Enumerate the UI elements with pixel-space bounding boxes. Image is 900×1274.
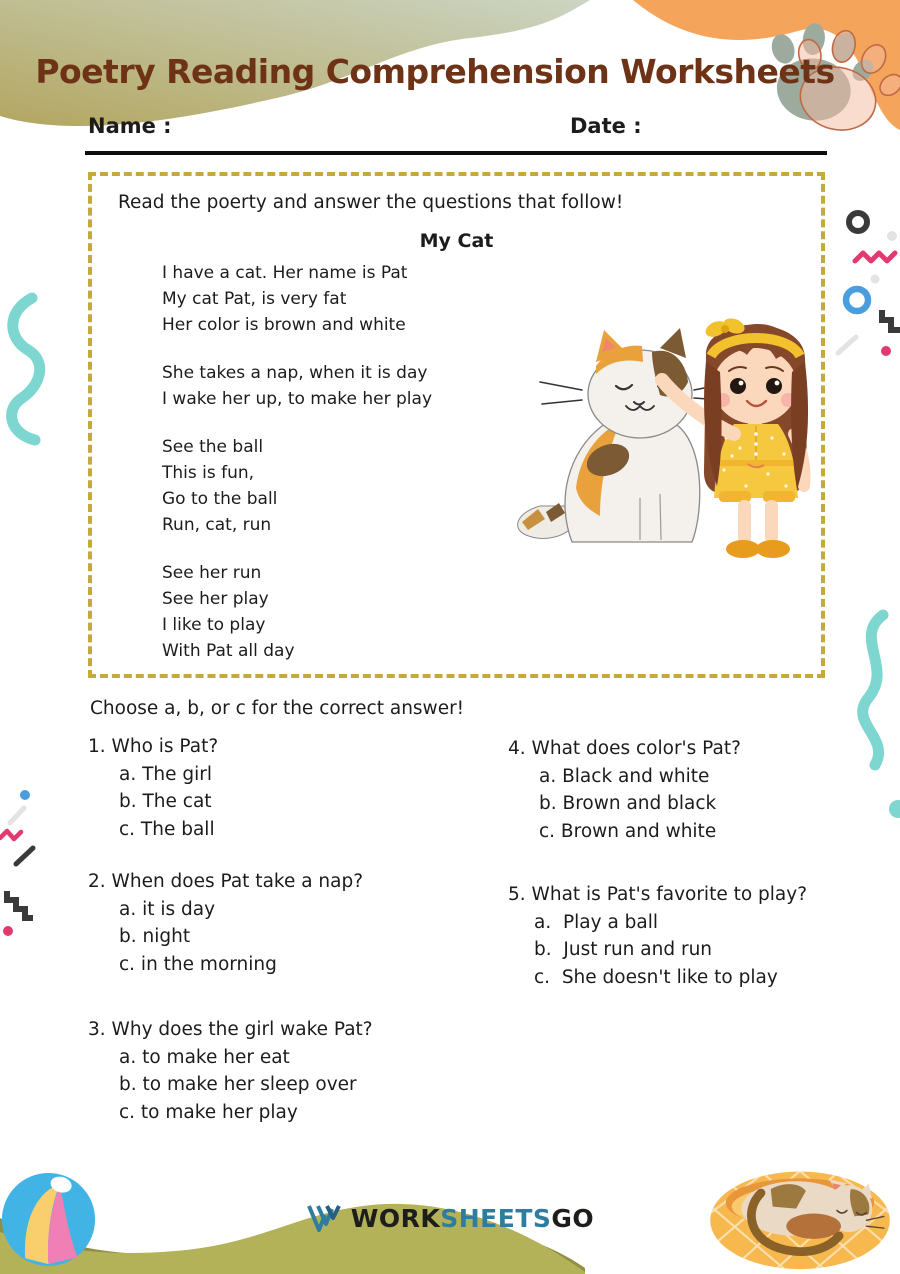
pink-dot-icon [881,346,891,356]
name-label: Name : [88,114,172,138]
poem-stanza [162,260,432,338]
question-option: a. it is day [119,898,216,920]
poem-line: With Pat all day [162,641,295,661]
question-option: b. night [119,926,191,947]
header-divider [85,151,827,155]
question-option: c. to make her play [119,1101,298,1123]
poem-line: See her play [162,589,269,609]
gray-dot-icon [887,231,897,241]
question-prompt: 2. When does Pat take a nap? [88,871,364,892]
question-option: a. Black and white [539,765,710,787]
poem-line: See the ball [162,437,264,457]
deco-cluster-left [0,785,45,937]
question-prompt: 3. Why does the girl wake Pat? [88,1019,373,1040]
choose-instruction: Choose a, b, or c for the correct answer! [90,698,465,719]
poem-line: I have a cat. Her name is Pat [162,263,408,283]
poem-stanza [162,560,432,664]
poem-instruction: Read the poerty and answer the questions that follow! [118,192,624,213]
stair-zigzag-icon [882,310,900,330]
poem-line: My cat Pat, is very fat [162,289,347,309]
poem-title: My Cat [419,230,494,252]
dark-dash-icon [16,848,33,864]
poem-line: Her color is brown and white [162,315,406,335]
poem-line: See her run [162,563,262,583]
poem-line: I like to play [162,615,266,635]
question-option: a. to make her eat [119,1046,290,1068]
poem-line: This is fun, [162,463,255,483]
stair-zigzag-icon [7,891,33,918]
page-title: Poetry Reading Comprehension Worksheets [35,52,835,91]
poem-text [162,260,432,686]
question-block [508,881,898,991]
date-label: Date : [570,114,642,138]
question-option: b. Brown and black [539,793,717,814]
blue-ring-icon [846,289,868,311]
question-block [88,868,498,978]
question-option: b. to make her sleep over [119,1074,357,1095]
worksheetsgo-wordmark: WORKSHEETSGO [350,1203,595,1233]
question-prompt: 1. Who is Pat? [88,736,219,757]
gray-dash-icon [10,808,24,823]
girl-petting-cat-illustration [510,302,820,564]
poem-box [88,172,825,678]
poem-stanza [162,360,432,412]
pink-zigzag-icon [855,253,895,261]
question-block [88,1016,498,1126]
poem-line: I wake her up, to make her play [162,389,433,409]
worksheetsgo-logo [0,1203,900,1233]
question-option: a. The girl [119,763,213,785]
blue-dot-icon [20,790,30,800]
deco-cluster-right [830,205,900,365]
question-prompt: 4. What does color's Pat? [508,738,741,759]
poem-line: Run, cat, run [162,515,272,535]
poem-stanza [162,434,432,538]
question-option: c. She doesn't like to play [534,966,778,988]
dark-ring-icon [849,213,867,231]
question-option: b. Just run and run [534,939,713,960]
questions-column-right [508,735,898,991]
question-option: c. in the morning [119,953,277,975]
question-block [508,735,898,845]
gray-dot-icon [871,275,880,284]
teal-squiggle-left [2,290,48,452]
gray-dash-icon [838,337,856,353]
question-option: c. Brown and white [539,820,717,842]
question-option: a. Play a ball [534,911,659,933]
poem-line: She takes a nap, when it is day [162,363,428,383]
question-prompt: 5. What is Pat's favorite to play? [508,884,808,905]
pink-dot-icon [3,926,13,936]
worksheetsgo-w-icon [306,1203,342,1233]
question-option: c. The ball [119,818,215,840]
questions-column-left [88,733,498,1126]
question-block [88,733,498,843]
poem-line: Go to the ball [162,489,278,509]
pink-zigzag-icon [0,831,21,839]
question-option: b. The cat [119,791,212,812]
